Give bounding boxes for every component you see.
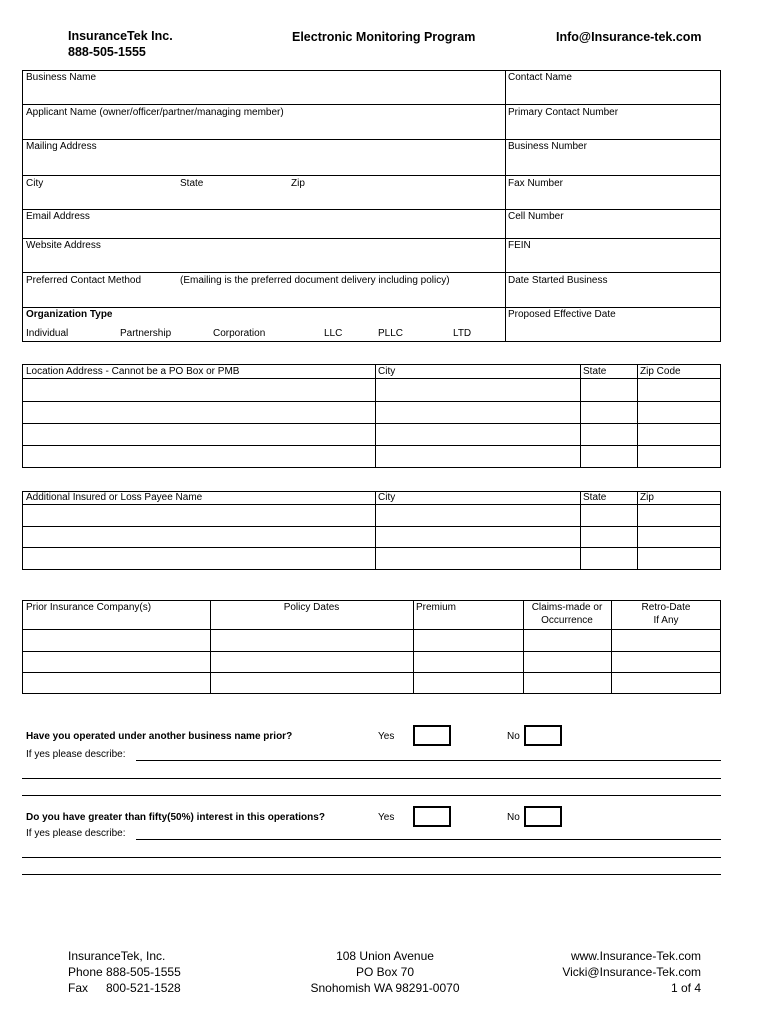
col-line xyxy=(210,600,211,694)
describe-line[interactable] xyxy=(22,778,721,779)
location-city-header: City xyxy=(378,366,396,377)
mailing-address-field[interactable]: Mailing Address xyxy=(26,141,97,152)
additional-insured-city-header: City xyxy=(378,492,396,503)
applicant-name-field[interactable]: Applicant Name (owner/officer/partner/managing member) xyxy=(26,107,284,118)
location-address-header: Location Address - Cannot be a PO Box or PMB xyxy=(26,366,240,377)
additional-insured-name-header: Additional Insured or Loss Payee Name xyxy=(26,492,203,503)
proposed-effective-date-field[interactable]: Proposed Effective Date xyxy=(508,309,616,320)
if-any-header: If Any xyxy=(653,615,679,626)
yes-checkbox[interactable] xyxy=(413,725,451,746)
row-line xyxy=(22,504,721,505)
row-line xyxy=(22,272,721,273)
row-line xyxy=(22,209,721,210)
row-line xyxy=(22,547,721,548)
claims-made-header: Claims-made or xyxy=(531,602,603,613)
footer-company: InsuranceTek, Inc. xyxy=(68,949,166,963)
yes-checkbox[interactable] xyxy=(413,806,451,827)
org-type-partnership[interactable]: Partnership xyxy=(120,328,172,339)
describe-line[interactable] xyxy=(22,795,721,796)
business-number-field[interactable]: Business Number xyxy=(508,141,587,152)
org-type-pllc[interactable]: PLLC xyxy=(378,328,404,339)
business-name-field[interactable]: Business Name xyxy=(26,72,97,83)
zip-field[interactable]: Zip xyxy=(291,178,305,189)
no-label: No xyxy=(507,731,520,742)
city-field[interactable]: City xyxy=(26,178,44,189)
col-line xyxy=(413,600,414,694)
locations-table-border xyxy=(22,364,721,468)
yes-label: Yes xyxy=(378,812,395,823)
describe-line[interactable] xyxy=(136,760,721,761)
col-line xyxy=(375,491,376,570)
row-line xyxy=(22,651,721,652)
col-line xyxy=(375,364,376,468)
date-started-field[interactable]: Date Started Business xyxy=(508,275,608,286)
describe-label: If yes please describe: xyxy=(26,828,126,839)
company-phone: 888-505-1555 xyxy=(68,45,146,59)
org-type-llc[interactable]: LLC xyxy=(324,328,343,339)
additional-insured-state-header: State xyxy=(583,492,607,503)
no-checkbox[interactable] xyxy=(524,725,562,746)
page-number: 1 of 4 xyxy=(670,981,701,995)
additional-insured-zip-header: Zip xyxy=(640,492,654,503)
prior-company-header: Prior Insurance Company(s) xyxy=(26,602,152,613)
row-line xyxy=(22,526,721,527)
row-line xyxy=(22,445,721,446)
yes-label: Yes xyxy=(378,731,395,742)
org-type-individual[interactable]: Individual xyxy=(26,328,69,339)
state-field[interactable]: State xyxy=(180,178,204,189)
footer-fax-label: Fax xyxy=(68,981,89,995)
location-zip-header: Zip Code xyxy=(640,366,681,377)
occurrence-header: Occurrence xyxy=(541,615,593,626)
retro-date-header: Retro-Date xyxy=(641,602,691,613)
col-line xyxy=(637,491,638,570)
row-line xyxy=(22,104,721,105)
row-line xyxy=(22,175,721,176)
premium-header: Premium xyxy=(416,602,457,613)
footer-phone: Phone 888-505-1555 xyxy=(68,965,181,979)
row-line xyxy=(22,139,721,140)
no-label: No xyxy=(507,812,520,823)
program-title: Electronic Monitoring Program xyxy=(292,30,476,44)
contact-name-field[interactable]: Contact Name xyxy=(508,72,572,83)
col-line xyxy=(580,491,581,570)
preferred-contact-note: (Emailing is the preferred document delivery including policy) xyxy=(180,275,450,286)
footer-po-box: PO Box 70 xyxy=(355,965,415,979)
organization-type-title: Organization Type xyxy=(26,309,113,320)
cell-number-field[interactable]: Cell Number xyxy=(508,211,564,222)
location-state-header: State xyxy=(583,366,607,377)
footer-street: 108 Union Avenue xyxy=(336,949,434,963)
row-line xyxy=(22,672,721,673)
row-line xyxy=(22,629,721,630)
email-address-field[interactable]: Email Address xyxy=(26,211,90,222)
no-checkbox[interactable] xyxy=(524,806,562,827)
row-line xyxy=(22,238,721,239)
footer-city-zip: Snohomish WA 98291-0070 xyxy=(310,981,460,995)
footer-fax-number: 800-521-1528 xyxy=(106,981,181,995)
footer-website[interactable]: www.Insurance-Tek.com xyxy=(570,949,701,963)
policy-dates-header: Policy Dates xyxy=(283,602,340,613)
fax-number-field[interactable]: Fax Number xyxy=(508,178,564,189)
fein-field[interactable]: FEIN xyxy=(508,240,531,251)
row-line xyxy=(22,401,721,402)
row-line xyxy=(22,423,721,424)
footer-contact-email[interactable]: Vicki@Insurance-Tek.com xyxy=(562,965,701,979)
row-line xyxy=(22,307,721,308)
question-text: Have you operated under another business name prior? xyxy=(26,731,293,742)
company-name: InsuranceTek Inc. xyxy=(68,29,173,43)
primary-contact-number-field[interactable]: Primary Contact Number xyxy=(508,107,619,118)
question-text: Do you have greater than fifty(50%) interest in this operations? xyxy=(26,812,325,823)
col-line xyxy=(637,364,638,468)
describe-line[interactable] xyxy=(22,874,721,875)
describe-line[interactable] xyxy=(136,839,721,840)
org-type-corporation[interactable]: Corporation xyxy=(213,328,266,339)
describe-label: If yes please describe: xyxy=(26,749,126,760)
website-address-field[interactable]: Website Address xyxy=(26,240,101,251)
col-line xyxy=(580,364,581,468)
applicant-divider xyxy=(505,70,506,342)
row-line xyxy=(22,378,721,379)
org-type-ltd[interactable]: LTD xyxy=(453,328,472,339)
company-email: Info@Insurance-tek.com xyxy=(556,30,702,44)
describe-line[interactable] xyxy=(22,857,721,858)
preferred-contact-field[interactable]: Preferred Contact Method xyxy=(26,275,142,286)
